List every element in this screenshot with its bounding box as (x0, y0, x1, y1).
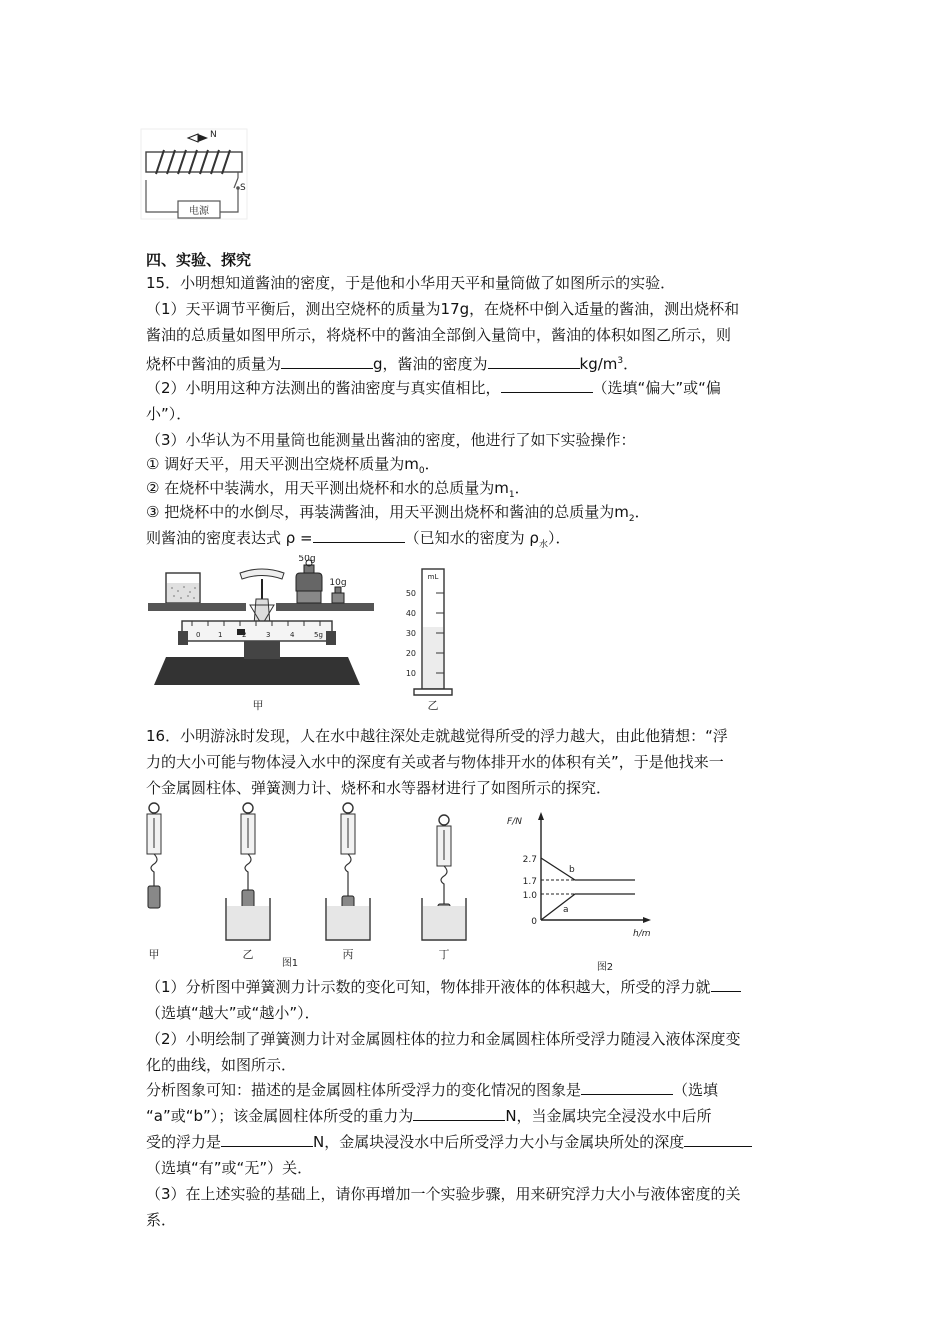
q16-p1-line2: （选填“越大”或“越小”）． (146, 1004, 320, 1022)
setup-label: 乙 (242, 948, 254, 961)
expr-water-sub: 水 (538, 540, 548, 550)
expr-text-a: 则酱油的密度表达式 ρ = (146, 529, 313, 547)
figure-label-jia: 甲 (252, 699, 264, 712)
answer-blank-depth-relation[interactable] (684, 1132, 752, 1147)
step1-text: ① 调好天平，用天平测出空烧杯质量为m (146, 455, 419, 473)
y-tick: 1.0 (522, 891, 537, 901)
q16-intro-line1: 16．小明游泳时发现，人在水中越往深处走就越觉得所受的浮力越大，由此他猜想：“浮 (146, 727, 728, 745)
q16-p2-text-a: 分析图象可知：描述的是金属圆柱体所受浮力的变化情况的图象是 (146, 1081, 582, 1099)
q15-p2-line2: 小”）． (146, 405, 192, 423)
step2-sub: 1 (508, 490, 515, 500)
y-tick: 0 (531, 917, 537, 927)
cylinder-tick: 50 (405, 589, 416, 598)
q16-p2-line1: （2）小明绘制了弹簧测力计对金属圆柱体的拉力和金属圆柱体所受浮力随浸入液体深度变 (146, 1030, 741, 1048)
x-axis-label: h/m (633, 929, 651, 939)
q16-p1-line1 (146, 976, 816, 998)
curve-a-label: a (563, 905, 569, 915)
scale-label: 3 (266, 631, 271, 639)
cylinder-tick: 20 (405, 649, 416, 658)
answer-blank-density[interactable] (488, 354, 580, 369)
q16-p2-line2: 化的曲线，如图所示． (146, 1056, 297, 1074)
answer-blank-curve[interactable] (581, 1080, 673, 1095)
q16-p2-line6: （选填“有”或“无”）关． (146, 1159, 313, 1177)
q16-p2-line4 (146, 1105, 816, 1127)
q15-p1-line2: 酱油的总质量如图甲所示，将烧杯中的酱油全部倒入量筒中，酱油的体积如图乙所示，则 (146, 326, 732, 344)
answer-blank-buoyancy-trend[interactable] (711, 977, 741, 992)
weight-50g-label: 50g (298, 555, 316, 564)
cylinder-unit: mL (427, 573, 439, 581)
cylinder-tick: 40 (405, 609, 416, 618)
expr-text-b: （已知水的密度为 ρ (404, 529, 539, 547)
q16-intro-line2: 力的大小可能与物体浸入水中的深度有关或者与物体排开水的体积有关”，于是他找来一 (146, 753, 724, 771)
curve-b (541, 858, 635, 880)
q15-step3 (146, 501, 816, 530)
section-title: 四、实验、探究 (146, 251, 252, 269)
q15-p1-end: ． (623, 355, 639, 373)
setup-label: 丙 (342, 948, 354, 961)
q15-p1-text-b: g，酱油的密度为 (373, 355, 488, 373)
setup-bing (326, 803, 370, 940)
step2-text: ② 在烧杯中装满水，用天平测出烧杯和水的总质量为m (146, 479, 509, 497)
q15-intro: 15．小明想知道酱油的密度，于是他和小华用天平和量筒做了如图所示的实验． (146, 274, 676, 292)
q15-p1-line1: （1）天平调节平衡后，测出空烧杯的质量为17g，在烧杯中倒入适量的酱油，测出烧杯和 (146, 300, 740, 318)
scale-label: 1 (218, 631, 223, 639)
spring-scale-figure (140, 800, 500, 972)
power-supply-label: 电源 (189, 206, 209, 217)
setup-ding (422, 815, 466, 940)
step3-end: ． (634, 503, 650, 521)
q15-p1-unit: kg/m (579, 355, 618, 373)
cylinder-tick: 10 (405, 669, 416, 678)
balance-cylinder-figure (144, 555, 464, 715)
switch-s-label: S (240, 183, 246, 193)
scale-label: 4 (290, 631, 295, 639)
q16-p2-line5 (146, 1131, 816, 1153)
setup-label: 丁 (438, 948, 450, 961)
q16-p1-text: （1）分析图中弹簧测力计示数的变化可知，物体排开液体的体积越大，所受的浮力就 (146, 978, 711, 996)
solenoid-circuit-figure (140, 128, 248, 220)
q16-p2-line3 (146, 1079, 816, 1101)
q16-p2-text-e: 受的浮力是 (146, 1133, 222, 1151)
figure-label-yi: 乙 (427, 699, 439, 712)
q15-p2-line1 (146, 377, 816, 399)
q16-intro-line3: 个金属圆柱体、弹簧测力计、烧杯和水等器材进行了如图所示的探究． (146, 779, 612, 797)
y-tick: 1.7 (522, 877, 537, 887)
setup-jia (147, 803, 161, 908)
expr-text-c: ）． (547, 529, 571, 547)
q15-expression (146, 527, 816, 556)
cylinder-tick: 30 (405, 629, 416, 638)
curve-b-label: b (569, 865, 575, 875)
q16-p3-line2: 系． (146, 1211, 177, 1229)
q15-p1-text-a: 烧杯中酱油的质量为 (146, 355, 282, 373)
q15-p2-text-b: （选填“偏大”或“偏 (592, 379, 721, 397)
q16-p2-text-d: N，当金属块完全浸没水中后所 (505, 1107, 712, 1125)
q16-p2-text-c: “a”或“b”）；该金属圆柱体所受的重力为 (146, 1107, 414, 1125)
q15-p2-text-a: （2）小明用这种方法测出的酱油密度与真实值相比， (146, 379, 501, 397)
step2-end: ． (514, 479, 530, 497)
setup-label: 甲 (148, 948, 160, 961)
figure2-caption: 图2 (596, 962, 614, 973)
y-axis-label: F/N (507, 817, 522, 827)
scale-label: 0 (196, 631, 201, 639)
q16-p3-line1: （3）在上述实验的基础上，请你再增加一个实验步骤，用来研究浮力大小与液体密度的关 (146, 1185, 741, 1203)
q15-p1-line3 (146, 350, 816, 375)
answer-blank-expression[interactable] (313, 528, 405, 543)
scale-label: 2 (242, 631, 247, 639)
step3-text: ③ 把烧杯中的水倒尽，再装满酱油，用天平测出烧杯和酱油的总质量为m (146, 503, 629, 521)
y-tick: 2.7 (522, 855, 537, 865)
answer-blank-gravity[interactable] (413, 1106, 505, 1121)
q15-p3-line1: （3）小华认为不用量筒也能测量出酱油的密度，他进行了如下实验操作： (146, 431, 636, 449)
weight-10g-label: 10g (329, 578, 347, 588)
step3-sub: 2 (628, 514, 635, 524)
curve-a (541, 894, 635, 920)
q16-p2-text-b: （选填 (673, 1081, 719, 1099)
answer-blank-buoyancy[interactable] (221, 1132, 313, 1147)
figure1-caption: 图1 (281, 958, 299, 969)
setup-yi (226, 803, 270, 940)
force-depth-graph (505, 810, 665, 974)
answer-blank-compare[interactable] (501, 378, 593, 393)
compass-n-label: N (210, 130, 217, 140)
step1-sub: 0 (418, 466, 425, 476)
scale-label: 5g (314, 631, 323, 639)
q16-p2-text-f: N，金属块浸没水中后所受浮力大小与金属块所处的深度 (313, 1133, 685, 1151)
answer-blank-mass[interactable] (281, 354, 373, 369)
q15-p1-unit-sup: 3 (617, 356, 624, 366)
step1-end: ． (424, 455, 440, 473)
